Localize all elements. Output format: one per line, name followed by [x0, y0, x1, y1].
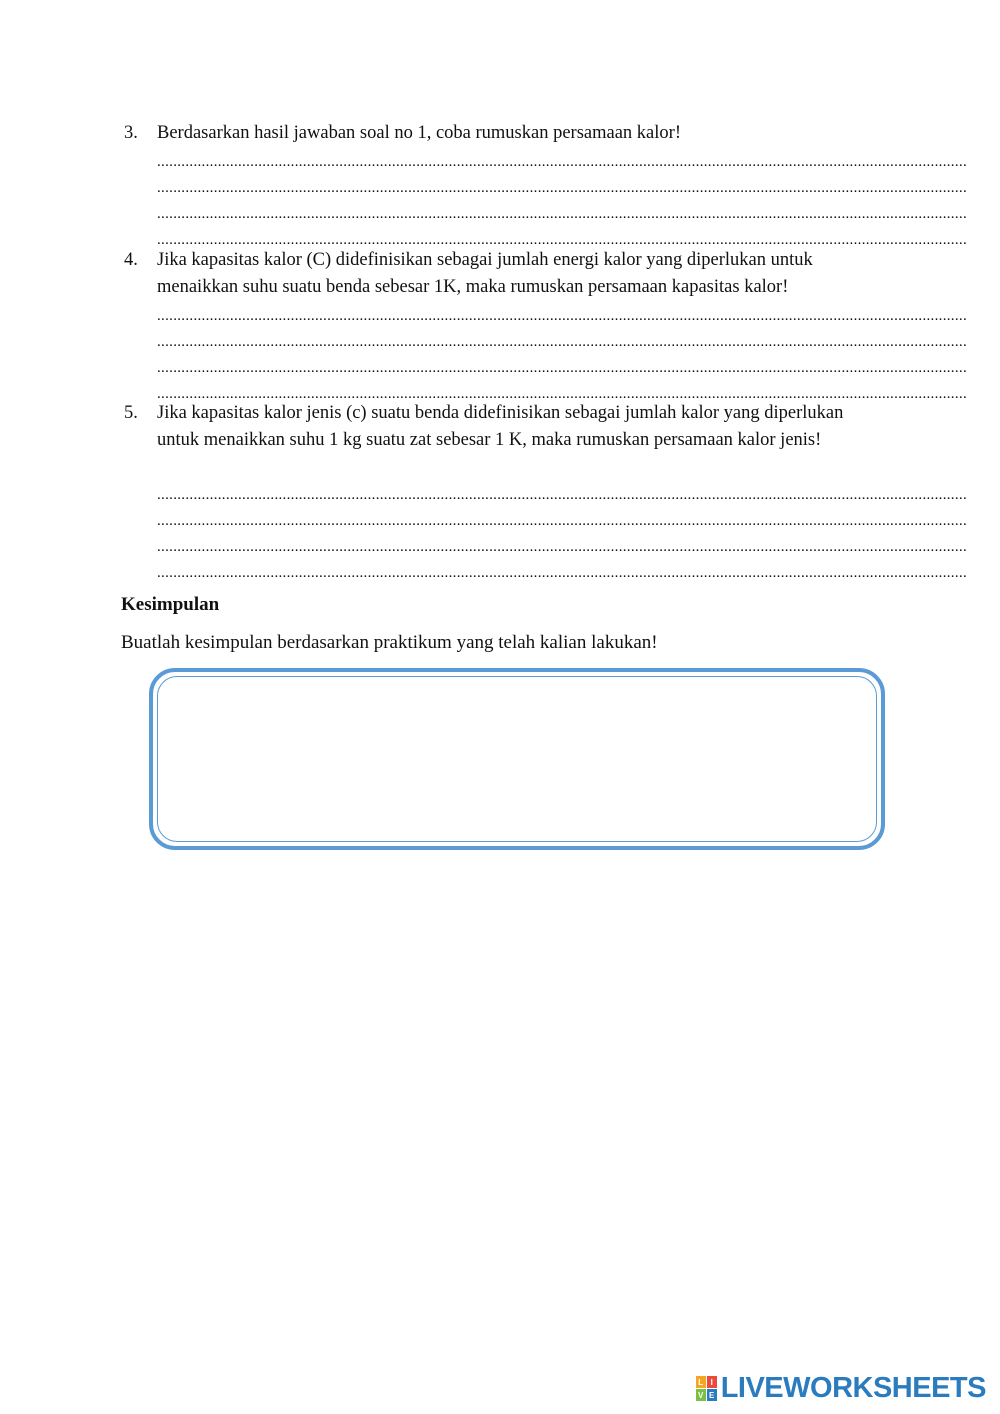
question-text: Jika kapasitas kalor (C) didefinisikan sebagai jumlah energi kalor yang diperlukan untuk menaikkan suhu suatu benda sebesar 1K, maka rumuskan persamaan kapasitas kalor! — [157, 250, 813, 297]
logo-text: LIVEWORKSHEETS — [720, 1372, 986, 1404]
liveworksheets-logo — [696, 1372, 986, 1405]
answer-line[interactable]: ........................................................................................................................................................................................................ — [157, 487, 967, 503]
answer-line[interactable]: ........................................................................................................................................................................................................ — [157, 154, 967, 170]
question-number: 5. — [124, 403, 138, 423]
answer-line[interactable]: ........................................................................................................................................................................................................ — [157, 334, 967, 350]
answer-line[interactable]: ........................................................................................................................................................................................................ — [157, 206, 967, 222]
logo-tile: V — [696, 1389, 706, 1401]
logo-tile: E — [707, 1389, 717, 1401]
answer-line[interactable]: ........................................................................................................................................................................................................ — [157, 539, 967, 555]
question-number: 3. — [124, 123, 138, 143]
question-text: Jika kapasitas kalor jenis (c) suatu benda didefinisikan sebagai jumlah kalor yang diperlukan untuk menaikkan suhu 1 kg suatu zat sebesar 1 K, maka rumuskan persamaan kalor jenis! — [157, 403, 844, 450]
answer-line[interactable]: ........................................................................................................................................................................................................ — [157, 360, 967, 376]
answer-line[interactable]: ........................................................................................................................................................................................................ — [157, 232, 967, 248]
logo-tiles-icon — [696, 1376, 717, 1401]
answer-line[interactable]: ........................................................................................................................................................................................................ — [157, 565, 967, 581]
answer-line[interactable]: ........................................................................................................................................................................................................ — [157, 180, 967, 196]
logo-tile: I — [707, 1376, 717, 1388]
answer-line[interactable]: ........................................................................................................................................................................................................ — [157, 308, 967, 324]
question-5 — [124, 400, 884, 454]
question-4 — [124, 247, 884, 301]
conclusion-answer-field[interactable] — [157, 676, 877, 842]
question-3 — [124, 120, 884, 147]
logo-tile: L — [696, 1376, 706, 1388]
question-number: 4. — [124, 250, 138, 270]
question-text: Berdasarkan hasil jawaban soal no 1, coba rumuskan persamaan kalor! — [157, 123, 681, 143]
conclusion-heading: Kesimpulan — [121, 594, 220, 615]
answer-line[interactable]: ........................................................................................................................................................................................................ — [157, 386, 967, 402]
conclusion-answer-box[interactable] — [149, 668, 885, 850]
answer-line[interactable]: ........................................................................................................................................................................................................ — [157, 513, 967, 529]
conclusion-instruction: Buatlah kesimpulan berdasarkan praktikum yang telah kalian lakukan! — [121, 632, 658, 653]
